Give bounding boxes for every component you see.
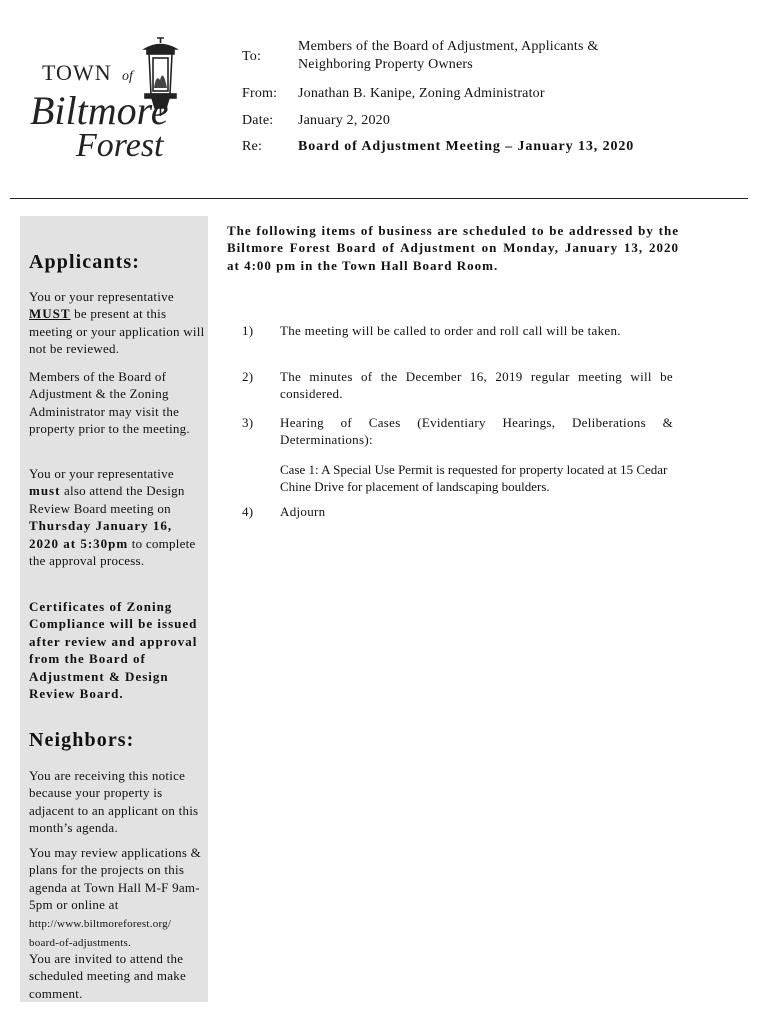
applicants-note-2: Members of the Board of Adjustment & the Zoning Administrator may visit the property prior to the meeting. [29, 369, 190, 437]
agenda-item-text: Hearing of Cases (Evidentiary Hearings, Deliberations & Determinations): [280, 415, 673, 447]
sidebar [20, 216, 208, 1002]
memo-re-label: Re: [242, 139, 263, 154]
a1-post: be present at this meeting or your application will not be reviewed. [29, 306, 205, 357]
town-logo-graphic [26, 36, 198, 168]
logo-biltmore-text: Biltmore [30, 88, 169, 133]
a3-mid: also attend the Design Review Board meeting on [29, 483, 185, 516]
logo-forest-text: Forest [76, 127, 164, 164]
memo-to-value [298, 38, 688, 74]
memo-to-line1: Members of the Board of Adjustment, Applicants & [298, 39, 599, 54]
neighbors-note-1: You are receiving this notice because your property is adjacent to an applicant on this month’s agenda. [29, 768, 199, 836]
logo-of-text: of [122, 69, 133, 84]
memo-from-label: From: [242, 86, 278, 101]
agenda-intro: The following items of business are scheduled to be addressed by the Biltmore Forest Board of Adjustment on Monday, January 13, 2020 at 4:00 pm in the Town Hall Board Room. [227, 223, 679, 273]
a1-must: MUST [29, 306, 71, 322]
agenda-item-text: Adjourn [280, 504, 326, 519]
applicants-heading: Applicants: [29, 251, 141, 273]
a3-must: must [29, 483, 61, 499]
header-divider [10, 198, 748, 199]
a1-pre: You or your representative [29, 289, 174, 304]
applicants-note-3 [29, 465, 205, 569]
town-logo [26, 36, 198, 168]
neighbors-note-3: You are invited to attend the scheduled meeting and make comment. [29, 951, 187, 1001]
agenda-item-number: 1) [242, 323, 254, 338]
neighbors-heading: Neighbors: [29, 729, 135, 751]
a3-post: to complete the approval process. [29, 535, 196, 569]
case-1-description: Case 1: A Special Use Permit is requested for property located at 15 Cedar Chine Drive for placement of landscaping boulders. [280, 462, 668, 494]
n2-url-line2: board-of-adjustments. [29, 937, 132, 950]
a3-date: Thursday January 16, 2020 at 5:30pm [29, 518, 173, 551]
agenda-item-number: 4) [242, 504, 254, 519]
neighbors-note-2 [29, 844, 205, 952]
agenda-item-text: The meeting will be called to order and roll call will be taken. [280, 323, 621, 338]
agenda-item-text: The minutes of the December 16, 2019 regular meeting will be considered. [280, 369, 673, 401]
applicants-note-4: Certificates of Zoning Compliance will be issued after review and approval from the Board of Adjustment & Design Review Board. [29, 599, 198, 702]
memo-from-value: Jonathan B. Kanipe, Zoning Administrator [298, 86, 545, 101]
memo-to-line2: Neighboring Property Owners [298, 57, 473, 72]
memo-re-value: Board of Adjustment Meeting – January 13, 2020 [298, 139, 635, 154]
memo-date-value: January 2, 2020 [298, 113, 391, 128]
n2-url-line1: http://www.biltmoreforest.org/ [29, 917, 172, 930]
agenda-item-number: 2) [242, 369, 254, 384]
memo-date-label: Date: [242, 113, 274, 128]
memo-to-label: To: [242, 49, 262, 64]
applicants-note-1 [29, 288, 205, 358]
logo-town-text: TOWN [42, 60, 112, 85]
agenda-item-number: 3) [242, 415, 254, 430]
n2-text: You may review applications & plans for the projects on this agenda at Town Hall M-F 9am-5pm or online at [29, 845, 202, 913]
a3-pre: You or your representative [29, 466, 174, 481]
